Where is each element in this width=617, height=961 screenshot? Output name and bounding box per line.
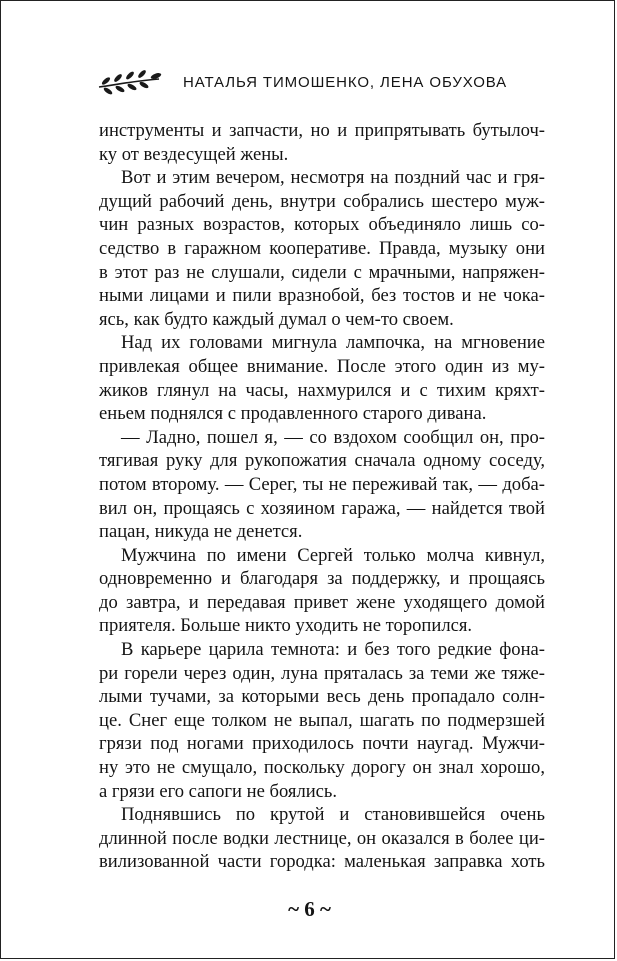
text-line: седство в гаражном кооперативе. Правда, музыку они xyxy=(99,237,545,259)
text-line: це. Снег еще толком не выпал, шагать по подмерзшей xyxy=(99,709,545,731)
text-line: привлекая общее внимание. После этого один из му- xyxy=(99,355,545,377)
page-number: ~ 6 ~ xyxy=(288,897,331,921)
text-line: в этот раз не слушали, сидели с мрачными, напряжен- xyxy=(99,261,545,283)
text-line: дущий рабочий день, внутри собрались шестеро муж- xyxy=(99,190,545,212)
page-header xyxy=(97,67,537,97)
text-line: вилизованной части городка: маленькая заправка хоть xyxy=(99,851,545,873)
text-line: одновременно и благодаря за поддержку, и прощаясь xyxy=(99,568,545,590)
text-line: Вот и этим вечером, несмотря на поздний час и гря- xyxy=(121,167,545,189)
leaf-branch-icon xyxy=(97,67,163,97)
text-line: жиков глянул на часы, нахмурился и с тихим кряхт- xyxy=(99,379,545,401)
text-line: В карьере царила темнота: и без того редкие фона- xyxy=(121,639,545,661)
text-line: — Ладно, пошел я, — со вздохом сообщил он, про- xyxy=(121,426,545,448)
text-line: ку от вездесущей жены. xyxy=(99,143,289,165)
text-line: пацан, никуда не денется. xyxy=(99,521,303,543)
text-line: инструменты и запчасти, но и припрятывать бутылоч- xyxy=(99,120,545,141)
text-line: Над их головами мигнула лампочка, на мгновение xyxy=(121,332,545,354)
text-line: приятеля. Больше никто уходить не торопился. xyxy=(99,615,473,637)
text-line: лыми тучами, за которыми весь день пропадало солн- xyxy=(99,686,545,708)
text-line: тягивая руку для рукопожатия сначала одному соседу, xyxy=(99,450,545,472)
body-text xyxy=(99,119,545,874)
text-line: до завтра, и передавая привет жене уходящего домой xyxy=(99,591,545,613)
text-line: Поднявшись по крутой и становившейся очень xyxy=(121,804,545,826)
text-line: ну это не смущало, поскольку дорогу он знал хорошо, xyxy=(99,757,545,779)
text-line: грязи под ногами приходилось почти наугад. Мужчи- xyxy=(99,733,545,755)
text-line: вил он, прощаясь с хозяином гаража, — найдется твой xyxy=(99,497,545,519)
text-line: ясь, как будто каждый думал о чем-то своем. xyxy=(99,308,454,330)
text-line: длинной после водки лестнице, он оказался в более ци- xyxy=(99,827,545,849)
text-line: а грязи его сапоги не боялись. xyxy=(99,780,338,802)
text-line: еньем поднялся с продавленного старого дивана. xyxy=(99,403,487,425)
text-line: ри горели через один, луна пряталась за теми же тяже- xyxy=(99,662,545,684)
text-line: ными лицами и пили вразнобой, без тостов и не чока- xyxy=(99,285,545,307)
text-line: Мужчина по имени Сергей только молча кивнул, xyxy=(121,544,545,566)
text-line: чин разных возрастов, которых объединяло лишь со- xyxy=(99,214,545,236)
text-line: потом второму. — Серег, ты не переживай так, — доба- xyxy=(99,473,545,495)
running-head: НАТАЛЬЯ ТИМОШЕНКО, ЛЕНА ОБУХОВА xyxy=(183,73,508,91)
